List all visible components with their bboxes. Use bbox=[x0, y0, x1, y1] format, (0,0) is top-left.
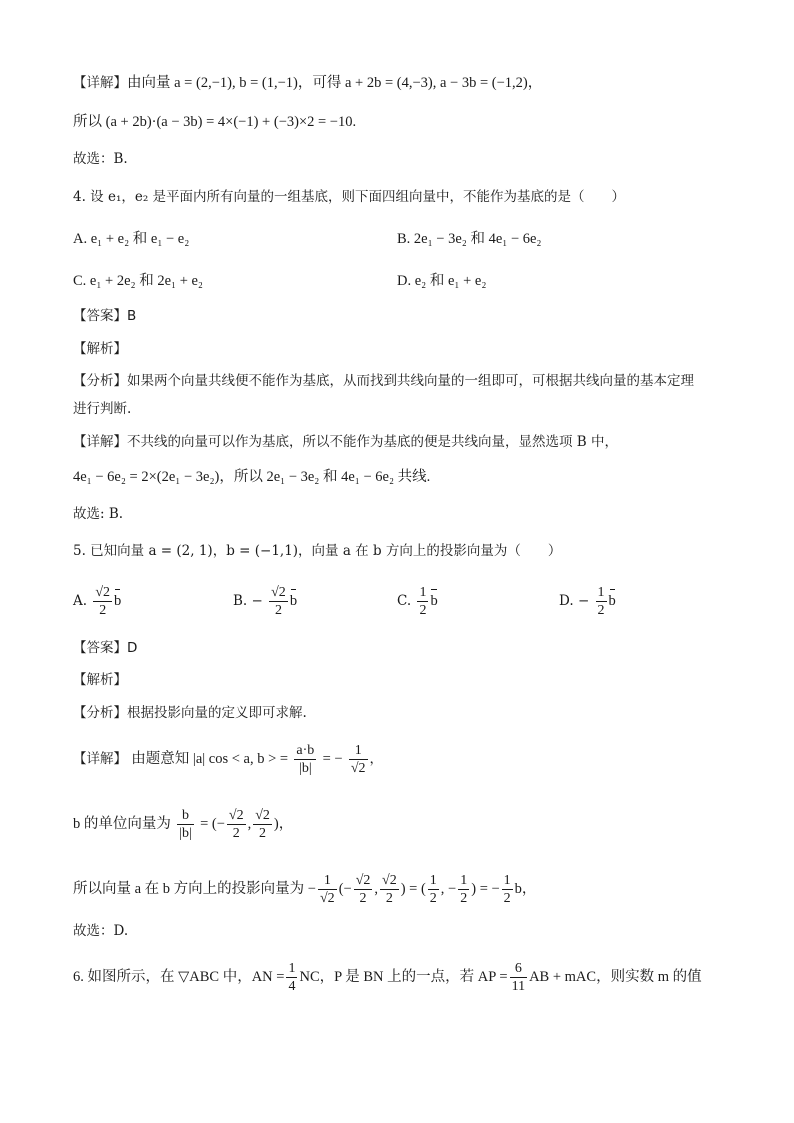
q3-answer-choice: 故选：B. bbox=[73, 151, 128, 167]
q5-answer-choice: 故选：D. bbox=[73, 923, 129, 939]
q5-detail-line1 bbox=[73, 742, 383, 777]
q4-analysis-heading: 【解析】 bbox=[73, 341, 127, 357]
q5-analysis-text: 根据投影向量的定义即可求解. bbox=[127, 705, 307, 721]
option-sign: − bbox=[577, 593, 590, 609]
q6-text: NC，P 是 BN 上的一点，若 AP = bbox=[299, 969, 508, 985]
analysis-tag: 【分析】 bbox=[73, 373, 127, 389]
formula-text: ， bbox=[369, 751, 384, 767]
q5-option-b bbox=[233, 584, 297, 619]
option-sign: − bbox=[251, 593, 263, 609]
q4-detail-line1 bbox=[73, 432, 618, 452]
detail-tag: 【详解】 bbox=[73, 434, 127, 450]
q4-answer: 【答案】B bbox=[73, 308, 137, 324]
formula-text: = (− bbox=[200, 816, 225, 832]
q6-stem bbox=[73, 960, 702, 995]
formula-text: (− bbox=[338, 881, 352, 897]
formula-text: )， bbox=[273, 816, 294, 832]
q4-detail-text: 不共线的向量可以作为基底，所以不能作为基底的便是共线向量，显然选项 B 中， bbox=[127, 434, 619, 450]
formula-text: ) = − bbox=[471, 881, 500, 897]
formula-fraction: $\frac{a\cdot b}{|b|}$ bbox=[296, 743, 315, 776]
formula-fraction: $\frac{1}{2}$ bbox=[429, 873, 437, 906]
detail-tag: 【详解】 bbox=[73, 75, 127, 91]
detail-tag: 【详解】 bbox=[73, 751, 127, 767]
q5-analysis-heading: 【解析】 bbox=[73, 672, 127, 688]
q3-detail-line2: 所以 (a + 2b)·(a − 3b) = 4×(−1) + (−3)×2 = −10. bbox=[73, 114, 357, 130]
formula-text: b， bbox=[514, 881, 537, 897]
option-vector: b bbox=[608, 593, 616, 609]
option-vector: b bbox=[289, 593, 298, 609]
option-fraction: $\frac{√2}{2}$ bbox=[271, 585, 286, 618]
q4-analysis-text: 如果两个向量共线便不能作为基底，从而找到共线向量的一组即可，可根据共线向量的基本定理 bbox=[127, 373, 694, 389]
q6-text: AB + mAC，则实数 m 的值 bbox=[529, 969, 702, 985]
formula-text: , bbox=[247, 816, 252, 832]
option-fraction: $\frac{1}{2}$ bbox=[419, 585, 427, 618]
option-fraction: $\frac{√2}{2}$ bbox=[95, 585, 111, 618]
q4-option-d: D. e₂ 和 e₁ + e₂ bbox=[397, 273, 487, 289]
q5-option-a bbox=[73, 584, 121, 619]
q3-detail-line1 bbox=[73, 73, 542, 93]
q5-detail-line2 bbox=[73, 807, 293, 842]
formula-text: ) = ( bbox=[400, 881, 426, 897]
q5-answer: 【答案】D bbox=[73, 640, 138, 656]
q4-analysis-line1 bbox=[73, 371, 694, 391]
formula-fraction: $\frac{√2}{2}$ bbox=[355, 873, 371, 906]
q6-fraction: $\frac{1}{4}$ bbox=[288, 961, 296, 994]
q4-stem: 4. 设 e₁，e₂ 是平面内所有向量的一组基底，则下面四组向量中，不能作为基底的是（ ） bbox=[73, 189, 626, 205]
formula-text: 由题意知 |a| cos < a, b > = bbox=[131, 751, 289, 767]
q5-option-c bbox=[397, 584, 438, 619]
formula-fraction: $\frac{1}{2}$ bbox=[503, 873, 511, 906]
option-fraction: $\frac{1}{2}$ bbox=[597, 585, 605, 618]
formula-text: = − bbox=[322, 751, 343, 767]
formula-text: , − bbox=[440, 881, 457, 897]
q6-fraction: $\frac{6}{11}$ bbox=[511, 961, 526, 994]
q4-option-a: A. e₁ + e₂ 和 e₁ − e₂ bbox=[73, 231, 190, 247]
formula-fraction: $\frac{1}{√2}$ bbox=[350, 743, 366, 776]
formula-fraction: $\frac{1}{√2}$ bbox=[320, 873, 335, 906]
q4-option-b: B. 2e₁ − 3e₂ 和 4e₁ − 6e₂ bbox=[397, 231, 542, 247]
option-label: B. bbox=[233, 593, 248, 609]
q5-option-d bbox=[559, 584, 616, 619]
formula-fraction: $\frac{√2}{2}$ bbox=[255, 808, 270, 841]
q5-detail-line3 bbox=[73, 872, 536, 907]
formula-fraction: $\frac{b}{|b|}$ bbox=[179, 808, 192, 841]
option-vector: b bbox=[114, 593, 122, 609]
q4-analysis-line2: 进行判断. bbox=[73, 401, 132, 417]
option-vector: b bbox=[430, 593, 438, 609]
option-label: D. bbox=[559, 593, 574, 609]
option-label: C. bbox=[397, 593, 412, 609]
q4-detail-line2: 4e₁ − 6e₂ = 2×(2e₁ − 3e₂)，所以 2e₁ − 3e₂ 和 4e₁ − 6e₂ 共线. bbox=[73, 469, 431, 485]
formula-fraction: $\frac{√2}{2}$ bbox=[382, 873, 397, 906]
q6-text: 6. 如图所示，在 ▽ABC 中，AN = bbox=[73, 969, 285, 985]
formula-text: 所以向量 a 在 b 方向上的投影向量为 − bbox=[73, 881, 316, 897]
formula-text: b 的单位向量为 bbox=[73, 816, 171, 832]
option-label: A. bbox=[73, 593, 88, 609]
q3-detail-text: 由向量 a = (2,−1), b = (1,−1)，可得 a + 2b = (4,−3), a − 3b = (−1,2)， bbox=[127, 75, 543, 91]
q5-analysis-line bbox=[73, 703, 307, 723]
q5-stem: 5. 已知向量 a = (2, 1)，b = (−1,1)，向量 a 在 b 方向上的投影向量为（ ） bbox=[73, 543, 562, 559]
formula-fraction: $\frac{√2}{2}$ bbox=[228, 808, 244, 841]
formula-text: , bbox=[374, 881, 379, 897]
formula-fraction: $\frac{1}{2}$ bbox=[460, 873, 468, 906]
analysis-tag: 【分析】 bbox=[73, 705, 127, 721]
q4-option-c: C. e₁ + 2e₂ 和 2e₁ + e₂ bbox=[73, 273, 203, 289]
q4-answer-choice: 故选: B. bbox=[73, 506, 124, 522]
